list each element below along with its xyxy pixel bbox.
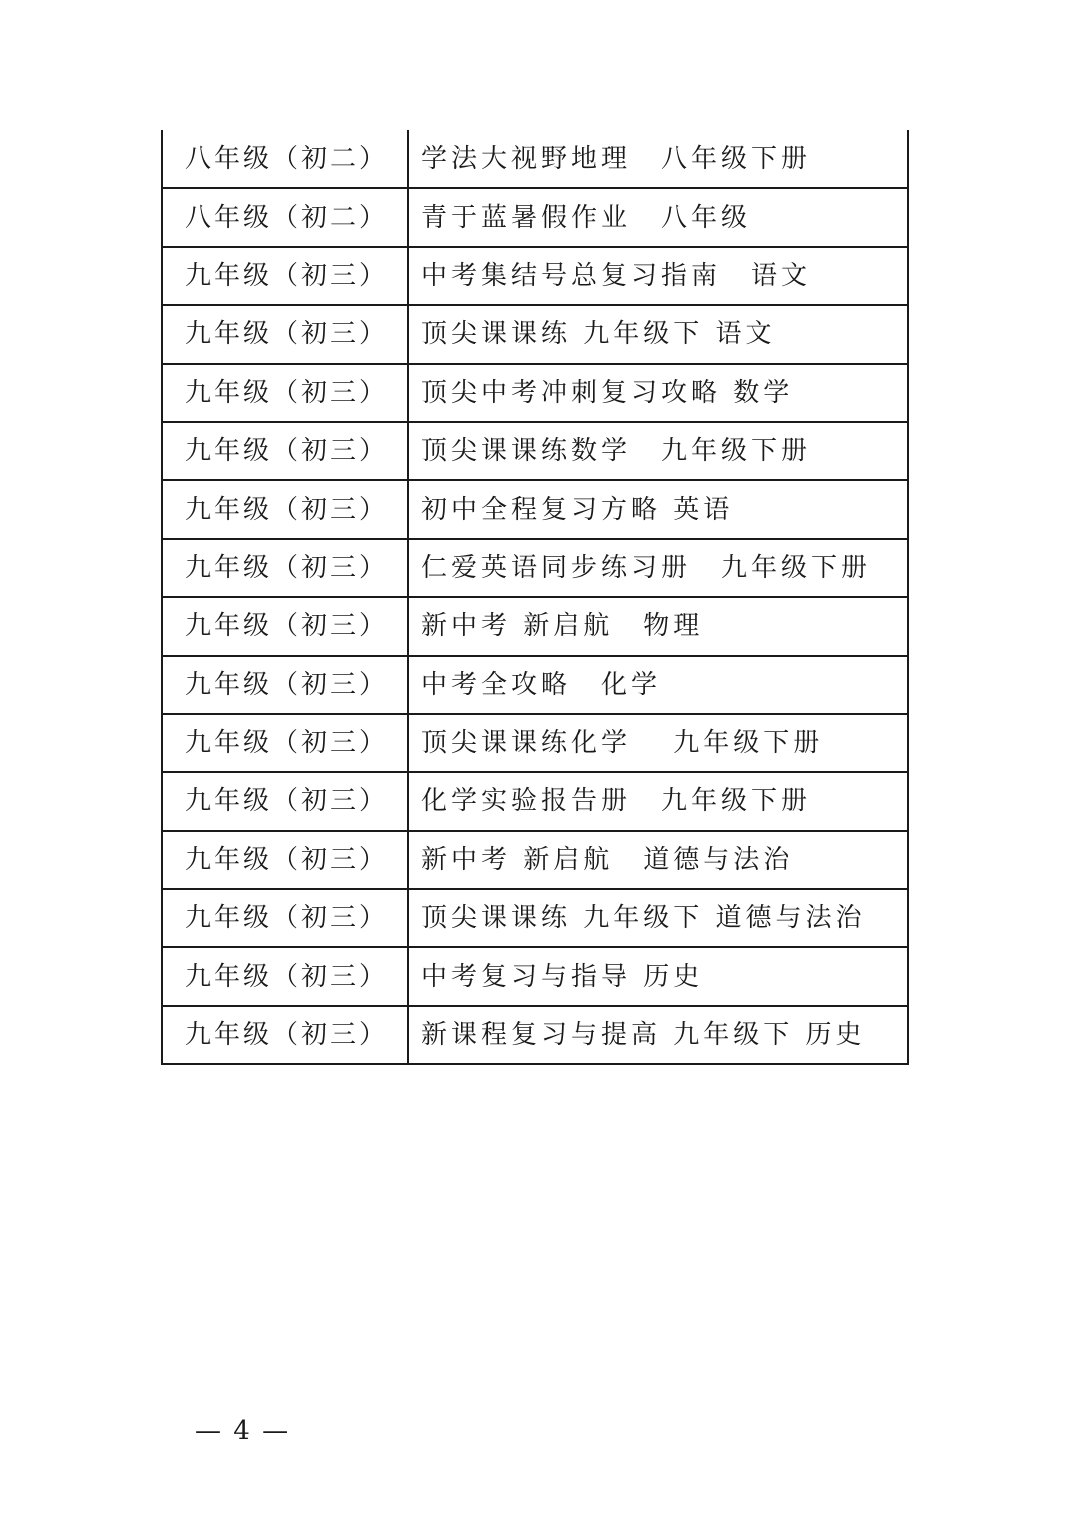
table-row (162, 305, 908, 363)
grade-cell: 九年级（初三） (162, 422, 408, 480)
table-row (162, 1006, 908, 1064)
grade-cell: 九年级（初三） (162, 597, 408, 655)
grade-cell: 九年级（初三） (162, 656, 408, 714)
book-title-cell: 新中考 新启航 物理 (408, 597, 908, 655)
table-row (162, 130, 908, 188)
book-title-cell: 顶尖课课练 九年级下 语文 (408, 305, 908, 363)
page-number: — 4 — (195, 1416, 291, 1446)
table-row (162, 714, 908, 772)
grade-cell: 九年级（初三） (162, 539, 408, 597)
table-row (162, 364, 908, 422)
book-title-cell: 顶尖中考冲刺复习攻略 数学 (408, 364, 908, 422)
book-list-table (161, 130, 909, 1065)
grade-cell: 九年级（初三） (162, 772, 408, 830)
book-title-cell: 青于蓝暑假作业 八年级 (408, 188, 908, 246)
book-title-cell: 顶尖课课练化学 九年级下册 (408, 714, 908, 772)
book-title-cell: 中考集结号总复习指南 语文 (408, 247, 908, 305)
book-list-body (162, 130, 908, 1064)
grade-cell: 九年级（初三） (162, 889, 408, 947)
grade-cell: 九年级（初三） (162, 247, 408, 305)
book-title-cell: 新中考 新启航 道德与法治 (408, 831, 908, 889)
grade-cell: 九年级（初三） (162, 714, 408, 772)
grade-cell: 八年级（初二） (162, 130, 408, 188)
book-title-cell: 学法大视野地理 八年级下册 (408, 130, 908, 188)
book-title-cell: 顶尖课课练 九年级下 道德与法治 (408, 889, 908, 947)
book-title-cell: 初中全程复习方略 英语 (408, 480, 908, 538)
grade-cell: 九年级（初三） (162, 831, 408, 889)
table-row (162, 422, 908, 480)
grade-cell: 九年级（初三） (162, 1006, 408, 1064)
table-row (162, 188, 908, 246)
table-row (162, 947, 908, 1005)
grade-cell: 九年级（初三） (162, 947, 408, 1005)
table-row (162, 597, 908, 655)
book-title-cell: 新课程复习与提高 九年级下 历史 (408, 1006, 908, 1064)
book-title-cell: 仁爱英语同步练习册 九年级下册 (408, 539, 908, 597)
table-row (162, 889, 908, 947)
grade-cell: 九年级（初三） (162, 305, 408, 363)
table-row (162, 656, 908, 714)
book-title-cell: 中考全攻略 化学 (408, 656, 908, 714)
table-row (162, 539, 908, 597)
table-row (162, 480, 908, 538)
grade-cell: 九年级（初三） (162, 364, 408, 422)
table-row (162, 247, 908, 305)
table-row (162, 831, 908, 889)
book-title-cell: 顶尖课课练数学 九年级下册 (408, 422, 908, 480)
grade-cell: 九年级（初三） (162, 480, 408, 538)
book-title-cell: 中考复习与指导 历史 (408, 947, 908, 1005)
book-title-cell: 化学实验报告册 九年级下册 (408, 772, 908, 830)
table-row (162, 772, 908, 830)
grade-cell: 八年级（初二） (162, 188, 408, 246)
